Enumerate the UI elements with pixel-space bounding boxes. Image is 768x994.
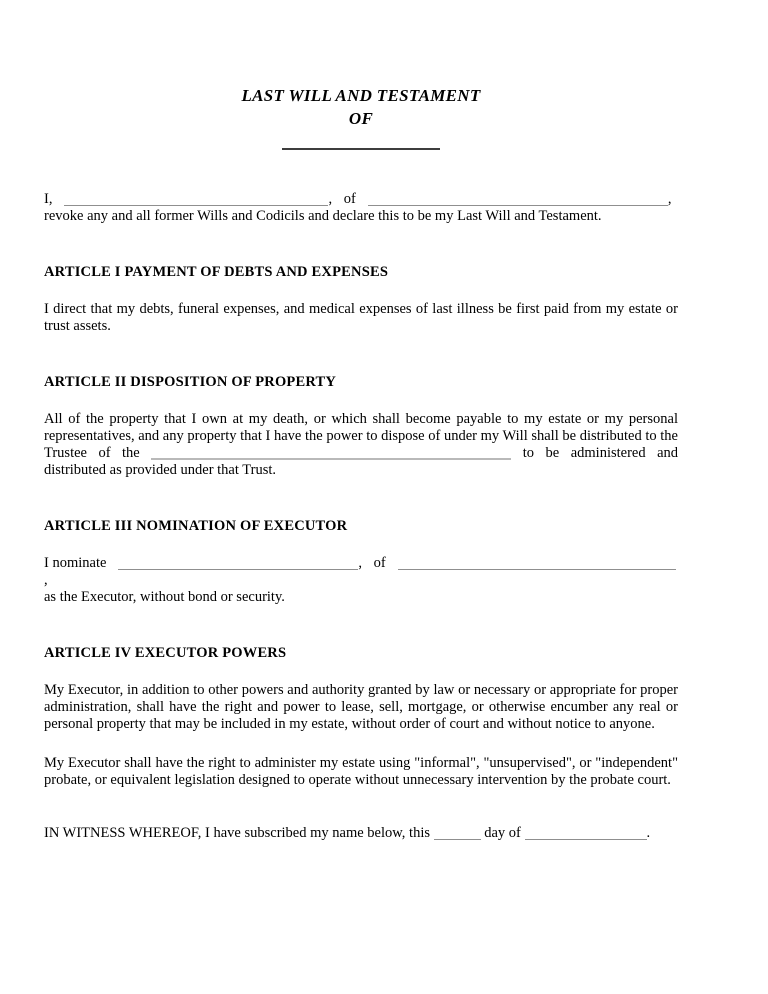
article-3-line-2: as the Executor, without bond or security. xyxy=(44,589,285,605)
witness-text-mid: day of xyxy=(484,825,521,841)
article-1-body: I direct that my debts, funeral expenses, and medical expenses of last illness be first paid from my estate or trust assets. xyxy=(44,301,678,334)
document-title-of: OF xyxy=(348,109,374,128)
comma-after-executor-residence: , xyxy=(44,572,48,588)
day-blank xyxy=(434,838,481,840)
trust-name-blank xyxy=(151,457,511,460)
title-name-blank xyxy=(282,148,440,150)
article-3-line-1 xyxy=(44,555,678,589)
article-1-heading: ARTICLE I PAYMENT OF DEBTS AND EXPENSES xyxy=(44,264,389,280)
document-title: LAST WILL AND TESTAMENT xyxy=(241,86,481,105)
comma-after-executor-name: , xyxy=(358,555,363,571)
article-4-paragraph-2: My Executor shall have the right to administer my estate using "informal", "unsupervised", or "independent" probate, or equivalent legislation designed to operate without unnecessary intervention by the probate court. xyxy=(44,755,678,788)
of-word: of xyxy=(343,191,356,207)
closing-period: . xyxy=(646,825,651,841)
month-year-blank xyxy=(525,838,647,840)
opening-line-1 xyxy=(44,191,678,208)
article-2-body xyxy=(44,411,678,479)
article-4-heading: ARTICLE IV EXECUTOR POWERS xyxy=(44,645,287,661)
article-2-body-post: to be administered and distributed as provided under that Trust. xyxy=(44,445,679,478)
opening-line-2: revoke any and all former Wills and Codicils and declare this to be my Last Will and Testament. xyxy=(44,208,602,224)
comma-after-name: , xyxy=(328,191,333,207)
testator-name-blank xyxy=(64,204,328,206)
witness-clause xyxy=(44,825,678,842)
article-3-heading: ARTICLE III NOMINATION OF EXECUTOR xyxy=(44,518,348,534)
article-4-paragraph-1: My Executor, in addition to other powers and authority granted by law or necessary or appropriate for proper administration, shall have the right and power to lease, sell, mortgage, or otherwise encumber any real or personal property that may be included in my estate, without order of court and without notice to anyone. xyxy=(44,682,678,732)
article-2-body-pre: All of the property that I own at my death, or which shall become payable to my estate or my personal representatives, and any property that I have the power to dispose of under my Will shall be distributed to the Trustee of the xyxy=(44,411,678,461)
comma-after-residence: , xyxy=(667,191,672,207)
testator-residence-blank xyxy=(368,204,668,206)
article-4-section xyxy=(44,645,678,789)
document-header xyxy=(44,84,678,150)
executor-residence-blank xyxy=(398,568,676,570)
article-1-section xyxy=(44,264,678,335)
of-word: of xyxy=(373,555,386,571)
article-2-heading: ARTICLE II DISPOSITION OF PROPERTY xyxy=(44,374,337,390)
nominate-intro: I nominate xyxy=(44,555,107,571)
article-2-section xyxy=(44,374,678,479)
opening-intro: I, xyxy=(44,191,53,207)
witness-text-pre: IN WITNESS WHEREOF, I have subscribed my name below, this xyxy=(44,825,430,841)
executor-name-blank xyxy=(118,568,358,570)
article-3-section xyxy=(44,518,678,606)
